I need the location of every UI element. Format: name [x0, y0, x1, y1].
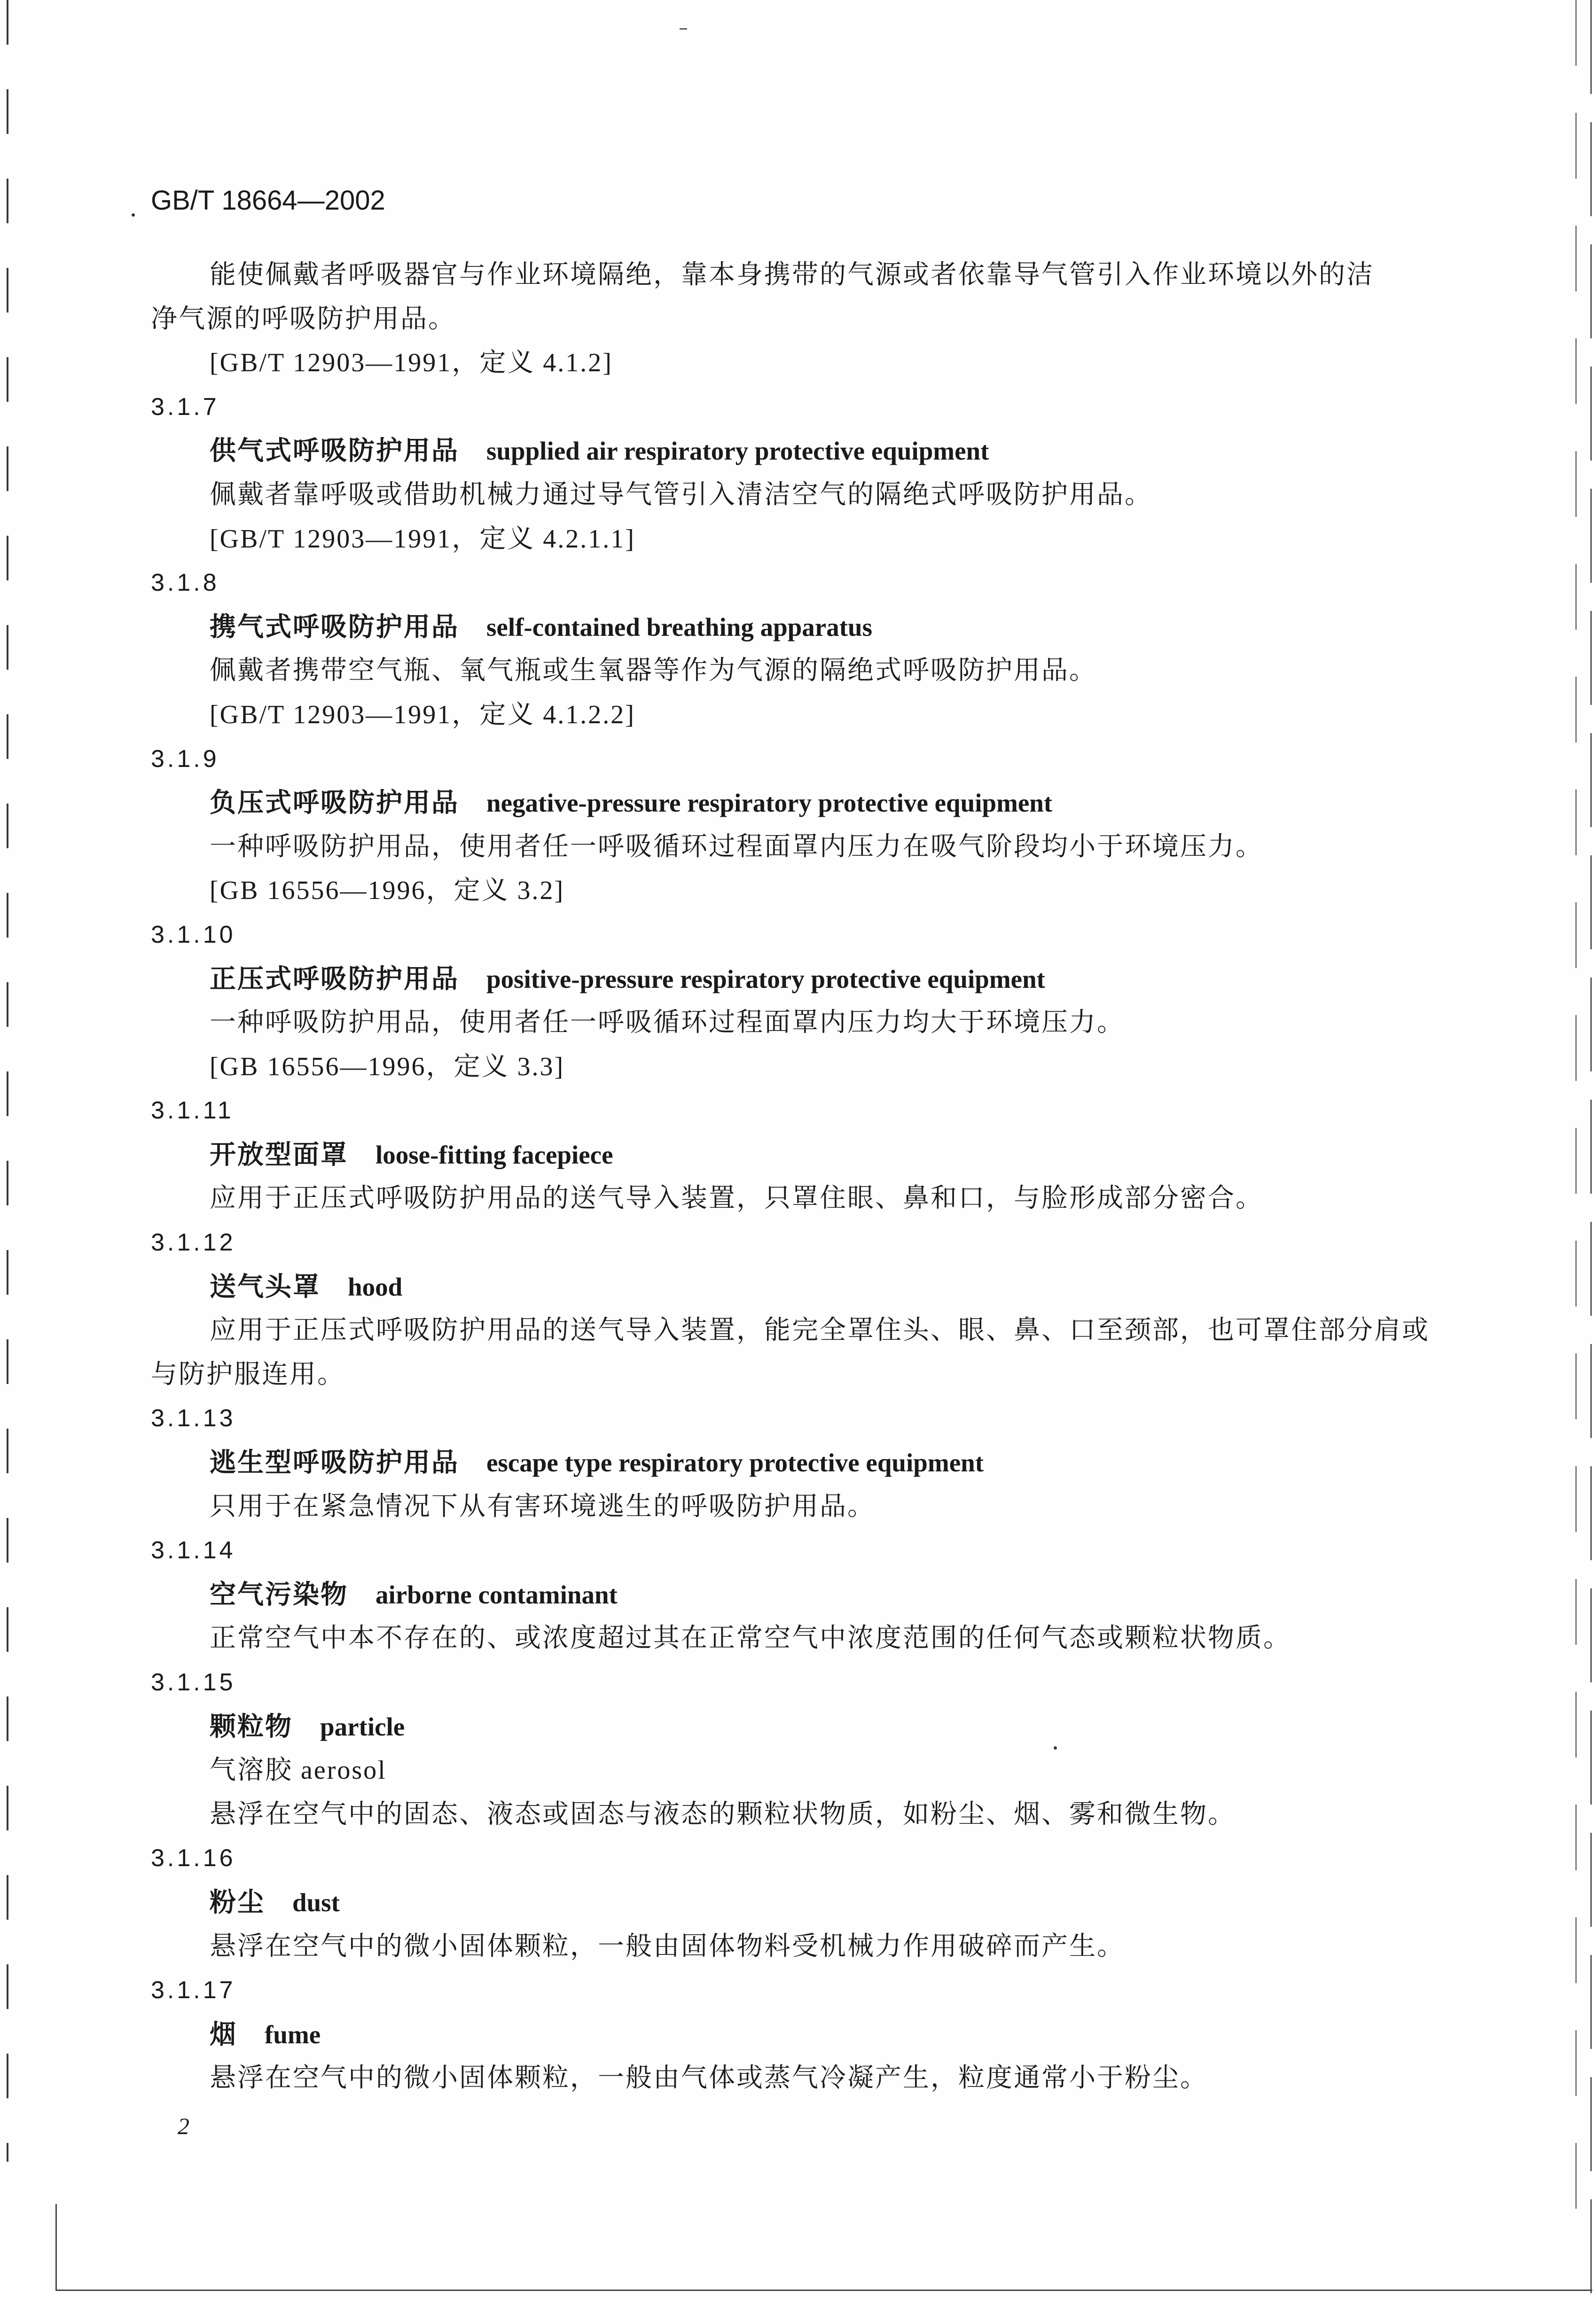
- definition-line: 能使佩戴者呼吸器官与作业环境隔绝，靠本身携带的气源或者依靠导气管引入作业环境以外的洁: [210, 260, 1374, 289]
- term-english: loose-fitting facepiece: [376, 1140, 613, 1169]
- term-english: positive-pressure respiratory protective equipment: [486, 964, 1045, 993]
- term-chinese: 送气头罩: [210, 1272, 321, 1302]
- clause-number: 3.1.8: [151, 569, 219, 597]
- reference-line: [GB/T 12903—1991，定义 4.2.1.1]: [210, 524, 635, 554]
- clause-number: 3.1.10: [151, 921, 236, 948]
- definition-line: 与防护服连用。: [151, 1360, 345, 1389]
- definition-line: 悬浮在空气中的微小固体颗粒，一般由气体或蒸气冷凝产生，粒度通常小于粉尘。: [210, 2064, 1208, 2093]
- term-english: dust: [292, 1888, 340, 1917]
- term-line: [0, 1705, 1596, 1749]
- term-english: fume: [265, 2020, 321, 2049]
- clause-number: 3.1.13: [151, 1405, 236, 1432]
- scan-dot: [132, 213, 135, 217]
- definition-line: 净气源的呼吸防护用品。: [151, 304, 456, 334]
- term-chinese: 供气式呼吸防护用品: [210, 437, 459, 466]
- scan-edge-corner: [55, 2204, 57, 2291]
- term-chinese: 逃生型呼吸防护用品: [210, 1448, 459, 1478]
- reference-line: [GB 16556—1996，定义 3.2]: [210, 876, 565, 906]
- reference-line: [GB/T 12903—1991，定义 4.1.2.2]: [210, 700, 635, 729]
- terms-body: [0, 253, 1596, 2101]
- clause-number: 3.1.9: [151, 745, 219, 773]
- clause-number: 3.1.15: [151, 1669, 236, 1696]
- page-number: 2: [178, 2113, 189, 2139]
- clause-number: 3.1.11: [151, 1097, 234, 1125]
- definition-line: 一种呼吸防护用品，使用者任一呼吸循环过程面罩内压力在吸气阶段均小于环境压力。: [210, 832, 1263, 861]
- term-line: [0, 957, 1596, 1001]
- clause-number: 3.1.7: [151, 393, 219, 421]
- term-chinese: 开放型面罩: [210, 1140, 348, 1170]
- term-english: hood: [348, 1272, 403, 1301]
- term-english: negative-pressure respiratory protective equipment: [486, 789, 1053, 818]
- definition-line: 只用于在紧急情况下从有害环境逃生的呼吸防护用品。: [210, 1492, 875, 1521]
- definition-line: 正常空气中本不存在的、或浓度超过其在正常空气中浓度范围的任何气态或颗粒状物质。: [210, 1624, 1291, 1653]
- term-english: supplied air respiratory protective equipment: [486, 437, 989, 466]
- term-english: particle: [320, 1712, 405, 1741]
- term-chinese: 颗粒物: [210, 1712, 293, 1742]
- term-chinese: 正压式呼吸防护用品: [210, 964, 459, 994]
- term-line: [0, 1441, 1596, 1485]
- clause-number: 3.1.12: [151, 1229, 236, 1257]
- clause-number: 3.1.17: [151, 1977, 236, 2004]
- definition-line: 佩戴者携带空气瓶、氧气瓶或生氧器等作为气源的隔绝式呼吸防护用品。: [210, 656, 1097, 686]
- definition-line: 悬浮在空气中的微小固体颗粒，一般由固体物料受机械力作用破碎而产生。: [210, 1931, 1125, 1961]
- term-english: escape type respiratory protective equipment: [486, 1448, 984, 1477]
- clause-number: 3.1.16: [151, 1845, 236, 1872]
- term-chinese: 负压式呼吸防护用品: [210, 789, 459, 818]
- term-chinese: 粉尘: [210, 1888, 265, 1917]
- term-line: [0, 1133, 1596, 1177]
- term-chinese: 空气污染物: [210, 1580, 348, 1610]
- scan-mark: [680, 28, 687, 30]
- term-line: [0, 605, 1596, 649]
- term-line: [0, 1573, 1596, 1617]
- synonym-term-line: 气溶胶 aerosol: [210, 1756, 387, 1785]
- standard-code-header: GB/T 18664—2002: [151, 185, 385, 216]
- reference-line: [GB 16556—1996，定义 3.3]: [210, 1052, 565, 1081]
- term-english: self-contained breathing apparatus: [486, 612, 872, 641]
- term-line: [0, 1265, 1596, 1309]
- definition-line: 应用于正压式呼吸防护用品的送气导入装置，只罩住眼、鼻和口，与脸形成部分密合。: [210, 1184, 1263, 1213]
- definition-line: 佩戴者靠呼吸或借助机械力通过导气管引入清洁空气的隔绝式呼吸防护用品。: [210, 480, 1152, 509]
- term-line: [0, 429, 1596, 473]
- term-chinese: 携气式呼吸防护用品: [210, 612, 459, 642]
- scan-edge-bottom: [55, 2290, 1592, 2291]
- term-chinese: 烟: [210, 2020, 237, 2049]
- definition-line: 一种呼吸防护用品，使用者任一呼吸循环过程面罩内压力均大于环境压力。: [210, 1008, 1125, 1038]
- term-line: [0, 1881, 1596, 1925]
- reference-line: [GB/T 12903—1991，定义 4.1.2]: [210, 348, 613, 378]
- definition-line: 悬浮在空气中的固态、液态或固态与液态的颗粒状物质，如粉尘、烟、雾和微生物。: [210, 1799, 1236, 1829]
- term-line: [0, 2013, 1596, 2057]
- term-line: [0, 781, 1596, 825]
- clause-number: 3.1.14: [151, 1537, 236, 1564]
- definition-line: 应用于正压式呼吸防护用品的送气导入装置，能完全罩住头、眼、鼻、口至颈部，也可罩住部分肩或: [210, 1316, 1430, 1345]
- term-english: airborne contaminant: [376, 1580, 618, 1609]
